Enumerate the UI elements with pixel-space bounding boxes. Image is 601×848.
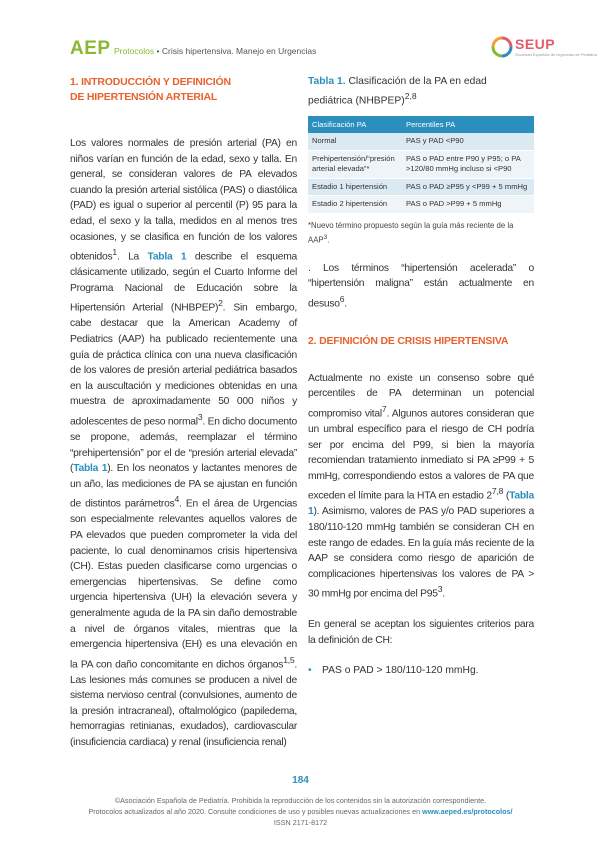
table-row (308, 150, 534, 178)
table1-caption: Tabla 1. Clasificación de la PA en edad pediátrica (NHBPEP)$^{2,8}$ (308, 76, 487, 107)
table-cell: Prehipertensión/“presión arterial elevada”* (308, 150, 402, 178)
section1-heading-line2: DE HIPERTENSIÓN ARTERIAL (70, 91, 218, 103)
table-row (308, 133, 534, 150)
table1-reference[interactable]: Tabla 1 (73, 463, 108, 475)
table1 (308, 116, 534, 214)
footer-link[interactable]: www.aeped.es/protocolos/ (422, 807, 513, 816)
table-cell: Estadio 2 hipertensión (308, 196, 402, 214)
seup-logo-icon (491, 36, 513, 58)
page-header (70, 36, 597, 64)
table-cell: Normal (308, 133, 402, 150)
table-row (308, 196, 534, 214)
left-column (70, 75, 297, 751)
table-cell: PAS o PAD ≥P95 y <P99 + 5 mmHg (402, 178, 534, 196)
table-header-row (308, 116, 534, 133)
section2-criteria-intro: En general se aceptan los siguientes criterios para la definición de CH: (308, 619, 534, 646)
seup-logo-subtitle: Sociedad Española de Urgencias de Pediatría (515, 52, 597, 57)
footer-copyright: ©Asociación Española de Pediatría. Prohibida la reproducción de los contenidos sin la autorización correspondiente. (114, 796, 487, 805)
table1-reference[interactable]: Tabla 1 (147, 251, 187, 263)
table-cell: PAS o PAD entre P90 y P95; o PA >120/80 mmHg incluso si <P90 (402, 150, 534, 178)
table-row (308, 178, 534, 196)
table-cell: Estadio 1 hipertensión (308, 178, 402, 196)
section1-heading (70, 75, 297, 105)
footer-issn: ISSN 2171-8172 (273, 818, 328, 827)
page-footer (0, 795, 601, 828)
table-header-cell: Percentiles PA (402, 116, 534, 133)
table-cell: PAS o PAD >P99 + 5 mmHg (402, 196, 534, 214)
right-column (308, 75, 534, 679)
header-protocolos: Protocolos (114, 46, 155, 56)
bullet-icon: • (308, 665, 312, 677)
header-title: Crisis hipertensiva. Manejo en Urgencias (161, 46, 317, 56)
footer-updates: Protocolos actualizados al año 2020. Consulte condiciones de uso y posibles nuevas actualizaciones en www.aeped.es/protocolos/ (88, 807, 513, 816)
section2-heading: 2. DEFINICIÓN DE CRISIS HIPERTENSIVA (308, 334, 509, 347)
section2-paragraph: Actualmente no existe un consenso sobre qué percentiles de PA determinan un potencial compromiso vital$^7$. Algunos autores consideran que un umbral específico para el riesgo de CH podría ser por encima del P99, si bien la mayoría recomiendan tratamiento inmediato si PA ≥P99 + 5 mmHg, correspondiendo estos a valores de PA que exceden el límite para la HTA en estadio 2$^{7,8}$ (Tabla 1). Asimismo, valores de PAS y/o PAD superiores a 180/110-120 mmHg también se consideran CH en este rango de edades. En la guía más reciente de la AAP se considera como riesgo de aparición de complicaciones hipertensivas los valores de PA > 30 mmHg por encima del $P95^3$. (308, 372, 535, 600)
aep-logo: AEP (70, 38, 111, 59)
table-header-cell: Clasificación PA (308, 116, 402, 133)
table-cell: PAS y PAD <P90 (402, 133, 534, 150)
section1-heading-line1: 1. INTRODUCCIÓN Y DEFINICIÓN (70, 76, 231, 88)
section1-paragraph: Los valores normales de presión arterial (PA) en niños varían en función de la edad, sexo y talla. En general, se consideran valores de PA elevados cuando la presión arterial sistólica (PAS) o diastólica (PAD) es igual o superior al percentil (P) 95 para la edad, el sexo y la talla, medidos en al menos tres ocasiones, y se clasifica en función de los valores obtenidos$^1$. La Tabla 1 describe el esquema clásicamente utilizado, según el Cuarto Informe del Programa Nacional de Educación sobre la Hipertensión Arterial (NHBPEP)$^2$. Sin embargo, cabe destacar que la American Academy of Pediatrics (AAP) ha publicado recientemente una guía de práctica clínica con una nueva clasificación de los valores de presión arterial pediátrica basados en la auscultación y mediciones obtenidas en una muestra de aproximadamente 50 000 niños y adolescentes de peso normal$^3$. En dicho documento se propone, además, reemplazar el término “prehipertensión” por el de “presión arterial elevada” (Tabla 1). En los neonatos y lactantes menores de un año, las mediciones de PA se ajustan en función de distintos parámetros$^4$. En el área de Urgencias son especialmente relevantes aquellos valores de PA elevados que pueden comprometer la vida del paciente, lo cual denominamos crisis hipertensiva (CH). Estas pueden clasificarse como urgencias o emergencias hipertensivas. Se define como urgencia hipertensiva (UH) la elevación severa y generalmente aguda de la PA sin daño demostrable a nivel de órganos vitales, mientras que la emergencia hipertensiva (EH) es una elevación en la PA con daño concomitante en dichos órganos$^{1,5}$. Las lesiones más comunes se producen a nivel de sistema nervioso central (convulsiones, aumento de la presión intracraneal), oftalmológico (papiledema, hemorragias retinianas, exudados), cardiovascular (insuficiencia cardiaca) y renal (insuficiencia renal) (70, 138, 297, 749)
header-bullet: • (154, 46, 162, 56)
list-item: • PAS o PAD > 180/110-120 mmHg. (308, 663, 534, 679)
header-subtitle (114, 46, 316, 56)
seup-logo (491, 34, 597, 64)
page-number: 184 (292, 775, 309, 786)
section1-paragraph-continued: . Los términos “hipertensión acelerada” o “hipertensión maligna” están actualmente en desuso$^6$. (308, 262, 534, 310)
table1-reference[interactable]: Tabla 1 (308, 490, 535, 518)
seup-logo-text: SEUP (515, 36, 556, 52)
criteria-list (308, 663, 534, 679)
table1-footnote: *Nuevo término propuesto según la guía más reciente de la AAP$^3$. (308, 220, 514, 245)
